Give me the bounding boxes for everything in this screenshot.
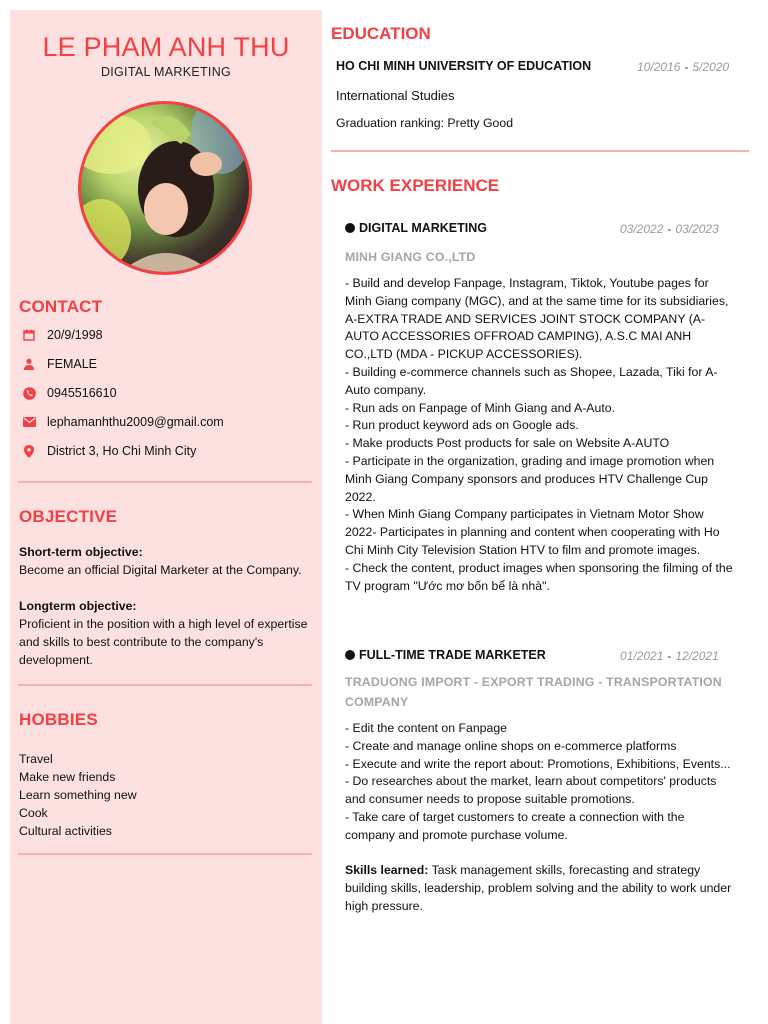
skills-learned — [345, 862, 737, 915]
location-icon — [22, 444, 36, 458]
hobby-item: Make new friends — [19, 770, 116, 784]
profile-name: LE PHAM ANH THU — [42, 32, 290, 62]
long-term-label: Longterm objective: — [19, 599, 137, 613]
hobbies-heading: HOBBIES — [19, 710, 98, 729]
graduation-ranking: Graduation ranking: Pretty Good — [336, 116, 514, 130]
duty-item: - Run ads on Fanpage of Minh Giang and A-Auto. — [345, 400, 616, 415]
duty-item: - Run product keyword ads on Google ads. — [345, 418, 579, 433]
profile-photo-graphic — [81, 104, 249, 272]
divider — [18, 684, 312, 686]
job-position: FULL-TIME TRADE MARKETER — [359, 648, 546, 662]
divider — [18, 853, 312, 855]
contact-birthday — [22, 326, 103, 344]
education-start: 10/2016 — [637, 60, 681, 74]
duty-item: - Make products Post products for sale on Website A-AUTO — [345, 436, 670, 451]
job-title — [345, 648, 546, 662]
duty-item: - Build and develop Fanpage, Instagram, Tiktok, Youtube pages for Minh Giang company (MGC), and at the same time for its subsidiaries, A-EXTRA TRADE AND SERVICES JOINT STOCK COMPANY (A-AUTO ACCESSORIES OFFROAD CAMPING), A.S.C MAI ANH CO.,LTD (MDA - PICKUP ACCESSORIES). — [345, 276, 729, 362]
duty-item: - Edit the content on Fanpage — [345, 721, 508, 735]
job-dates: 03/2022 - 03/2023 — [620, 222, 719, 236]
email-icon — [22, 415, 36, 429]
job-title — [345, 221, 487, 235]
education-heading: EDUCATION — [331, 24, 431, 43]
bullet-icon — [345, 650, 355, 660]
duty-item: - Check the content, product images when sponsoring the filming of the TV program "Ước mơ bốn bể là nhà". — [345, 560, 733, 593]
major: International Studies — [336, 88, 455, 103]
job-position: DIGITAL MARKETING — [359, 221, 488, 235]
work-heading: WORK EXPERIENCE — [331, 176, 500, 195]
contact-email — [22, 413, 224, 431]
duty-item: - Do researches about the market, learn about competitors' products and consumer needs to propose suitable promotions. — [345, 774, 717, 807]
profile-photo — [78, 101, 252, 275]
skills-text: Task management skills, forecasting and strategy building skills, leadership, problem solving and the ability to work under high pressure. — [345, 863, 732, 913]
sidebar — [10, 10, 322, 1024]
duty-item: - Create and manage online shops on e-commerce platforms — [345, 738, 677, 753]
phone-text[interactable]: 0945516610 — [47, 386, 117, 400]
contact-address — [22, 442, 196, 460]
hobby-item: Cook — [19, 806, 48, 820]
hobby-item: Learn something new — [19, 788, 137, 802]
address-text: District 3, Ho Chi Minh City — [47, 444, 197, 458]
hobby-item: Cultural activities — [19, 824, 112, 838]
job-start: 03/2022 — [620, 222, 664, 236]
long-term-objective — [19, 597, 314, 669]
education-dates: 10/2016 - 5/2020 — [637, 60, 730, 74]
company-name: TRADUONG IMPORT - EXPORT TRADING - TRANSPORTATION COMPANY — [345, 675, 722, 709]
job-description — [345, 720, 737, 845]
job-end: 03/2023 — [675, 222, 719, 236]
duty-item: - When Minh Giang Company participates in Vietnam Motor Show 2022- Participates in planning and content when cooperating with Ho Chi Minh City Television Station HTV to film and promote images. — [345, 507, 720, 557]
job-start: 01/2021 — [620, 649, 664, 663]
divider — [18, 481, 312, 483]
profile-role: DIGITAL MARKETING — [100, 65, 232, 79]
hobbies-list — [19, 750, 137, 840]
long-term-text: Proficient in the position with a high level of expertise and skills to best contribute to the company's development. — [19, 617, 308, 667]
duty-item: - Execute and write the report about: Promotions, Exhibitions, Events... — [345, 756, 731, 771]
short-term-objective — [19, 543, 314, 579]
skills-label: Skills learned: — [345, 863, 429, 877]
gender-text: FEMALE — [47, 357, 98, 371]
calendar-icon — [22, 328, 36, 342]
birthday-text: 20/9/1998 — [47, 328, 103, 342]
divider — [331, 150, 749, 152]
email-text[interactable]: lephamanhthu2009@gmail.com — [47, 415, 224, 429]
person-icon — [22, 357, 36, 371]
job-end: 12/2021 — [675, 649, 719, 663]
objective-heading: OBJECTIVE — [19, 507, 118, 526]
short-term-text: Become an official Digital Marketer at the Company. — [19, 563, 302, 577]
duty-item: - Take care of target customers to create a connection with the company and promote purchase volume. — [345, 809, 685, 842]
short-term-label: Short-term objective: — [19, 545, 143, 559]
school-name: HO CHI MINH UNIVERSITY OF EDUCATION — [336, 59, 592, 73]
contact-phone — [22, 384, 117, 402]
contact-gender — [22, 355, 97, 373]
duty-item: - Building e-commerce channels such as Shopee, Lazada, Tiki for A-Auto company. — [345, 364, 718, 397]
duty-item: - Participate in the organization, grading and image promotion when Minh Giang Company sponsors and produces HTV Challenge Cup 2022. — [345, 453, 715, 504]
company-name: MINH GIANG CO.,LTD — [345, 250, 476, 264]
job-dates: 01/2021 - 12/2021 — [620, 649, 719, 663]
hobby-item: Travel — [19, 752, 53, 766]
job-description — [345, 275, 737, 595]
contact-heading: CONTACT — [19, 297, 103, 316]
phone-icon — [22, 386, 36, 400]
bullet-icon — [345, 223, 355, 233]
education-end: 5/2020 — [692, 60, 730, 74]
